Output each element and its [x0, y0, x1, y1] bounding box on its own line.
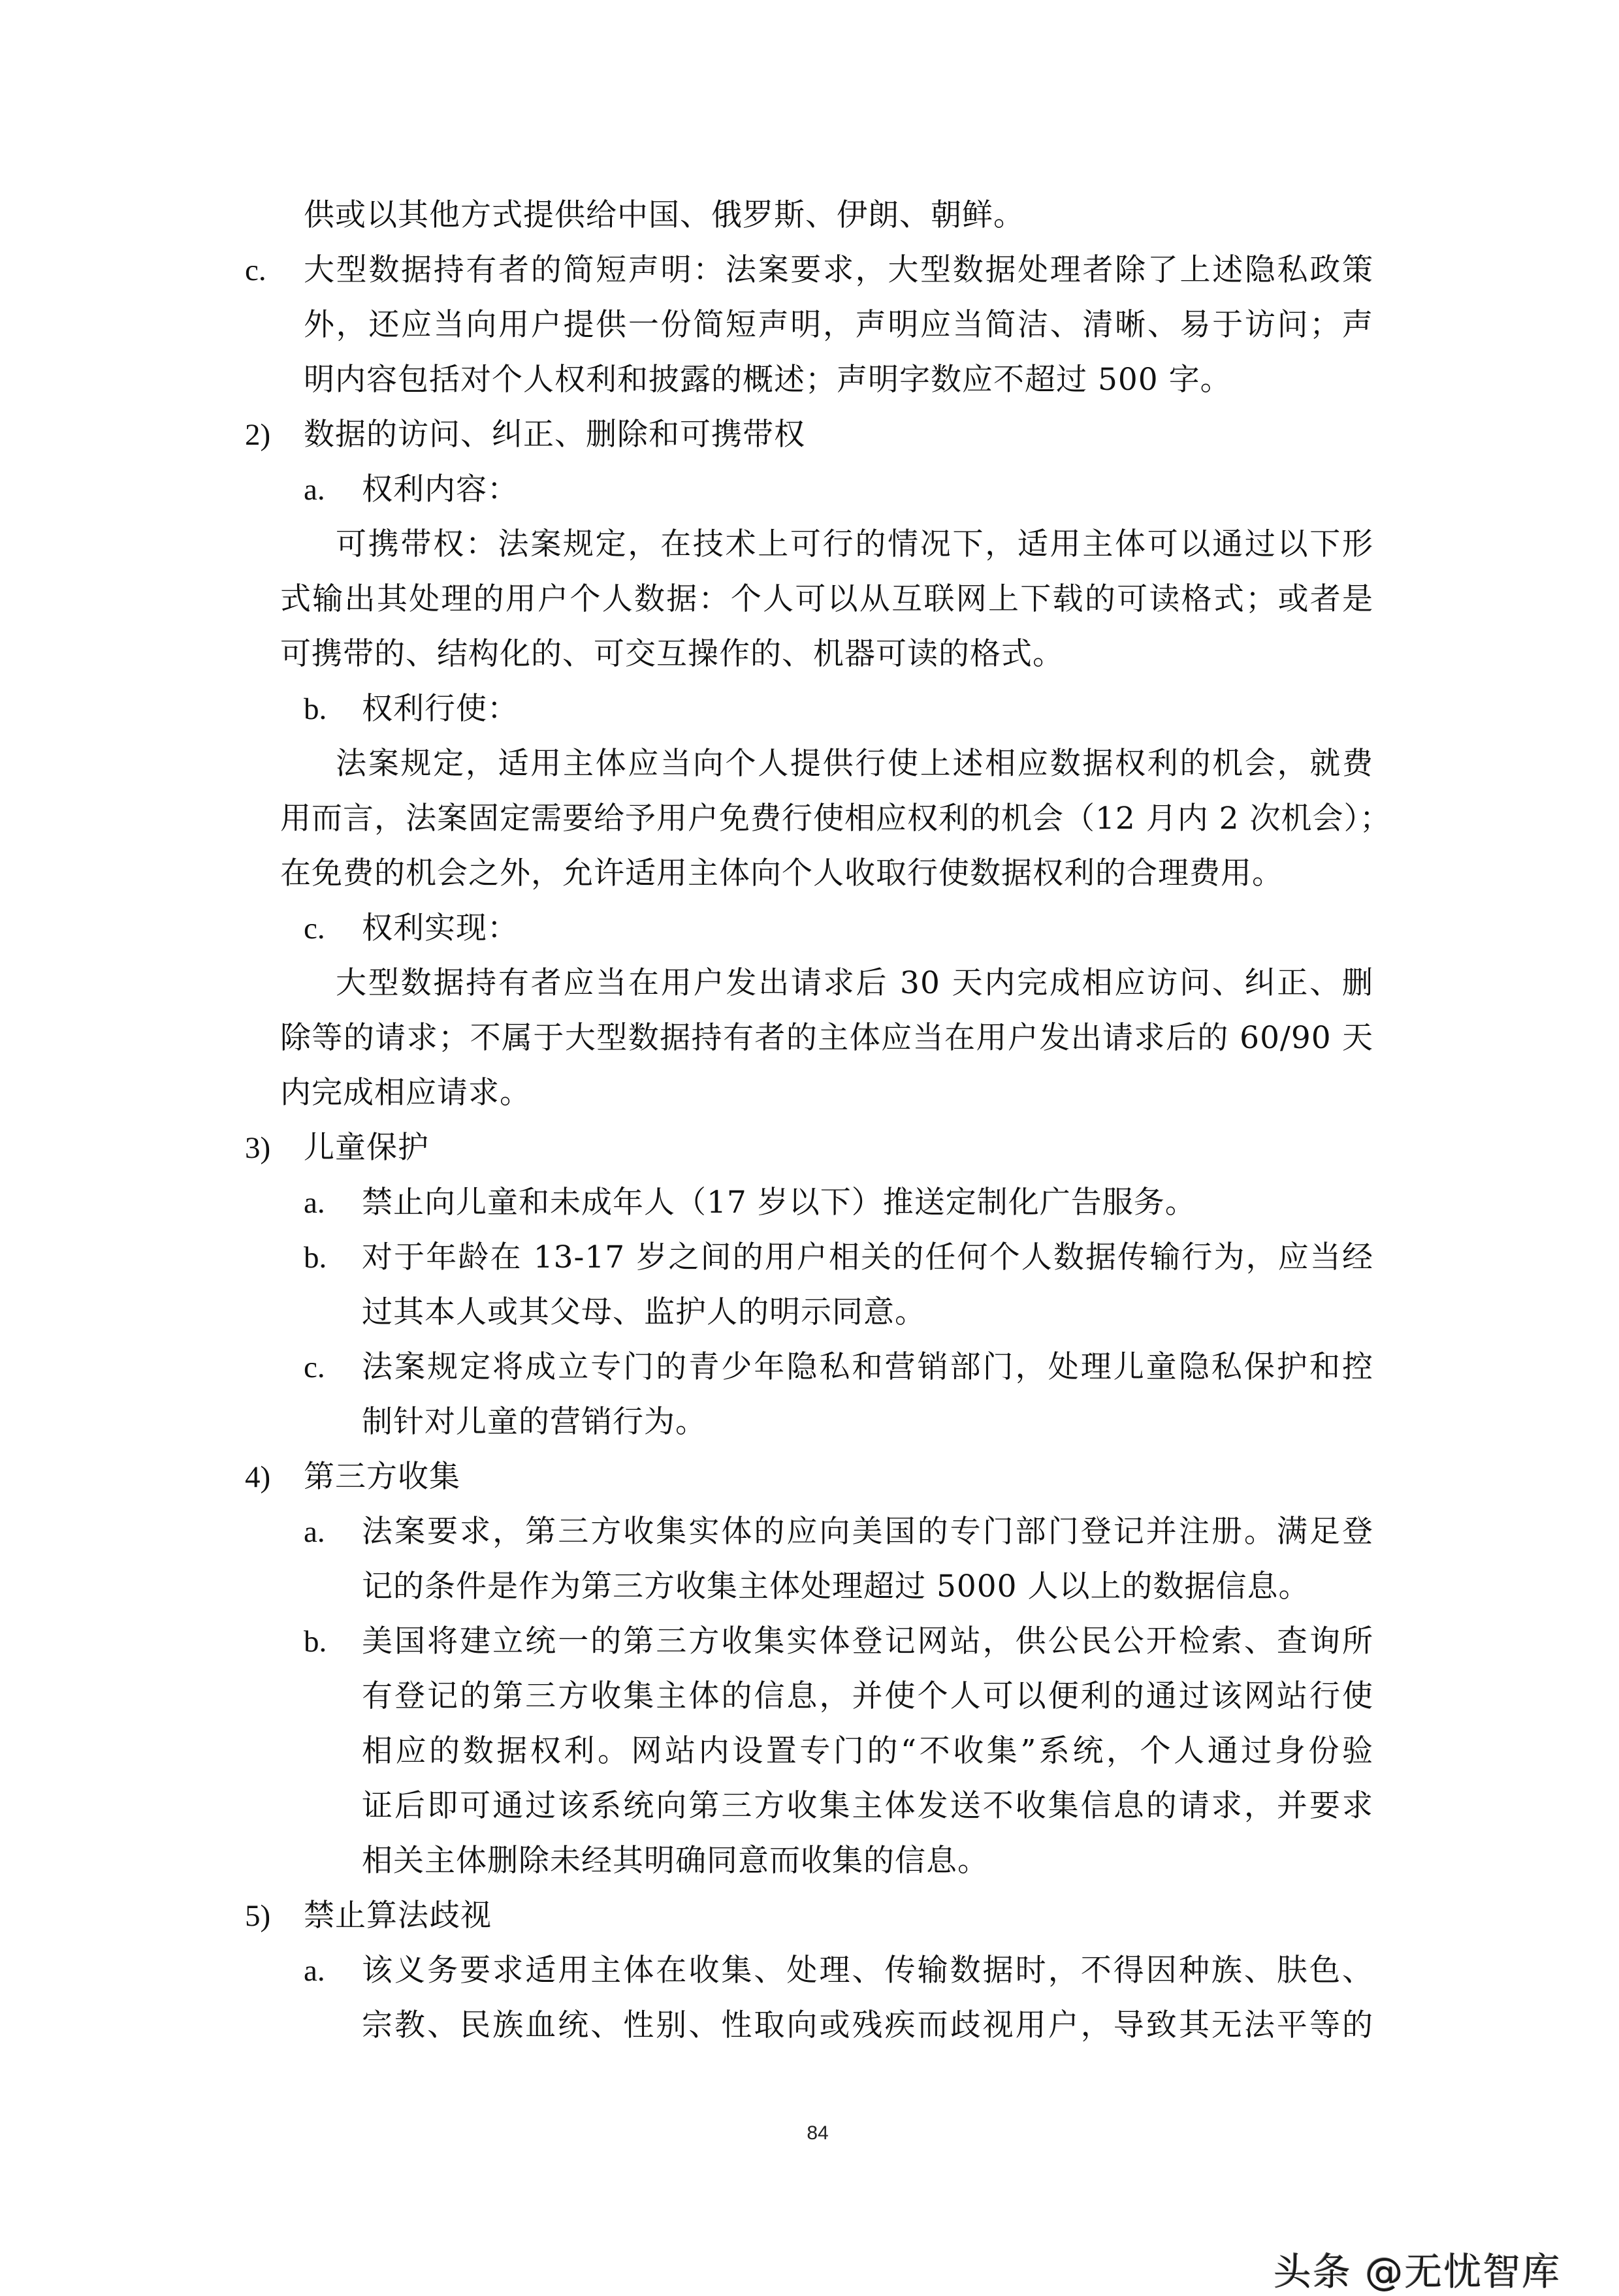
- list-marker: c.: [304, 1350, 325, 1384]
- section-heading: 第三方收集: [304, 1459, 460, 1495]
- page-number: 84: [807, 2122, 829, 2144]
- section-heading: 儿童保护: [304, 1130, 429, 1166]
- list-marker: a.: [304, 1515, 325, 1549]
- list-item-text: 明内容包括对个人权利和披露的概述；声明字数应不超过 500 字。: [304, 362, 1232, 398]
- list-item-text: 该义务要求适用主体在收集、处理、传输数据时，不得因种族、肤色、: [362, 1953, 1373, 1988]
- list-item-text: 外，还应当向用户提供一份简短声明，声明应当简洁、清晰、易于访问；声: [304, 307, 1373, 343]
- list-item-text: 相应的数据权利。网站内设置专门的“不收集”系统，个人通过身份验: [362, 1733, 1373, 1769]
- list-marker: b.: [304, 1625, 327, 1659]
- list-item-text: 对于年龄在 13-17 岁之间的用户相关的任何个人数据传输行为，应当经: [362, 1239, 1373, 1275]
- list-item-text: 大型数据持有者的简短声明：法案要求，大型数据处理者除了上述隐私政策: [304, 252, 1373, 288]
- list-item-text: 法案要求，第三方收集实体的应向美国的专门部门登记并注册。满足登: [362, 1514, 1373, 1550]
- list-marker: c.: [245, 253, 266, 287]
- subheading: 权利实现：: [362, 910, 519, 946]
- paragraph-line: 法案规定，适用主体应当向个人提供行使上述相应数据权利的机会，就费: [336, 746, 1373, 782]
- list-marker: c.: [304, 912, 325, 946]
- list-item-text: 过其本人或其父母、监护人的明示同意。: [362, 1294, 926, 1330]
- list-item-text: 相关主体删除未经其明确同意而收集的信息。: [362, 1843, 989, 1879]
- paragraph-line: 内完成相应请求。: [280, 1075, 531, 1111]
- list-item-text: 有登记的第三方收集主体的信息，并使个人可以便利的通过该网站行使: [362, 1678, 1373, 1714]
- list-item-text: 证后即可通过该系统向第三方收集主体发送不收集信息的请求，并要求: [362, 1788, 1373, 1824]
- section-number: 3): [245, 1131, 271, 1165]
- list-item-text: 记的条件是作为第三方收集主体处理超过 5000 人以上的数据信息。: [362, 1569, 1310, 1604]
- subheading: 权利内容：: [362, 471, 519, 507]
- paragraph-line: 大型数据持有者应当在用户发出请求后 30 天内完成相应访问、纠正、删: [336, 965, 1373, 1001]
- list-marker: b.: [304, 1241, 327, 1275]
- subheading: 权利行使：: [362, 691, 519, 727]
- list-item-text: 法案规定将成立专门的青少年隐私和营销部门，处理儿童隐私保护和控: [362, 1349, 1373, 1385]
- paragraph-line: 可携带的、结构化的、可交互操作的、机器可读的格式。: [280, 636, 1064, 672]
- list-marker: a.: [304, 1954, 325, 1988]
- list-item-text: 宗教、民族血统、性别、性取向或残疾而歧视用户，导致其无法平等的: [362, 2007, 1373, 2043]
- section-heading: 禁止算法歧视: [304, 1898, 492, 1934]
- paragraph-line: 式输出其处理的用户个人数据：个人可以从互联网上下载的可读格式；或者是: [280, 581, 1373, 617]
- list-item-text: 禁止向儿童和未成年人（17 岁以下）推送定制化广告服务。: [362, 1185, 1196, 1220]
- list-marker: b.: [304, 692, 327, 726]
- section-number: 4): [245, 1460, 271, 1494]
- list-marker: a.: [304, 473, 325, 507]
- section-heading: 数据的访问、纠正、删除和可携带权: [304, 417, 805, 453]
- section-number: 2): [245, 418, 271, 452]
- list-marker: a.: [304, 1186, 325, 1220]
- body-line: 供或以其他方式提供给中国、俄罗斯、伊朗、朝鲜。: [304, 197, 1025, 233]
- paragraph-line: 可携带权：法案规定，在技术上可行的情况下，适用主体可以通过以下形: [336, 526, 1373, 562]
- paragraph-line: 除等的请求；不属于大型数据持有者的主体应当在用户发出请求后的 60/90 天: [280, 1020, 1373, 1056]
- watermark: 头条 @无忧智库: [1274, 2250, 1562, 2294]
- paragraph-line: 在免费的机会之外，允许适用主体向个人收取行使数据权利的合理费用。: [280, 855, 1283, 891]
- paragraph-line: 用而言，法案固定需要给予用户免费行使相应权利的机会（12 月内 2 次机会）；: [280, 801, 1392, 837]
- list-item-text: 制针对儿童的营销行为。: [362, 1404, 707, 1440]
- list-item-text: 美国将建立统一的第三方收集实体登记网站，供公民公开检索、查询所: [362, 1623, 1373, 1659]
- section-number: 5): [245, 1899, 271, 1933]
